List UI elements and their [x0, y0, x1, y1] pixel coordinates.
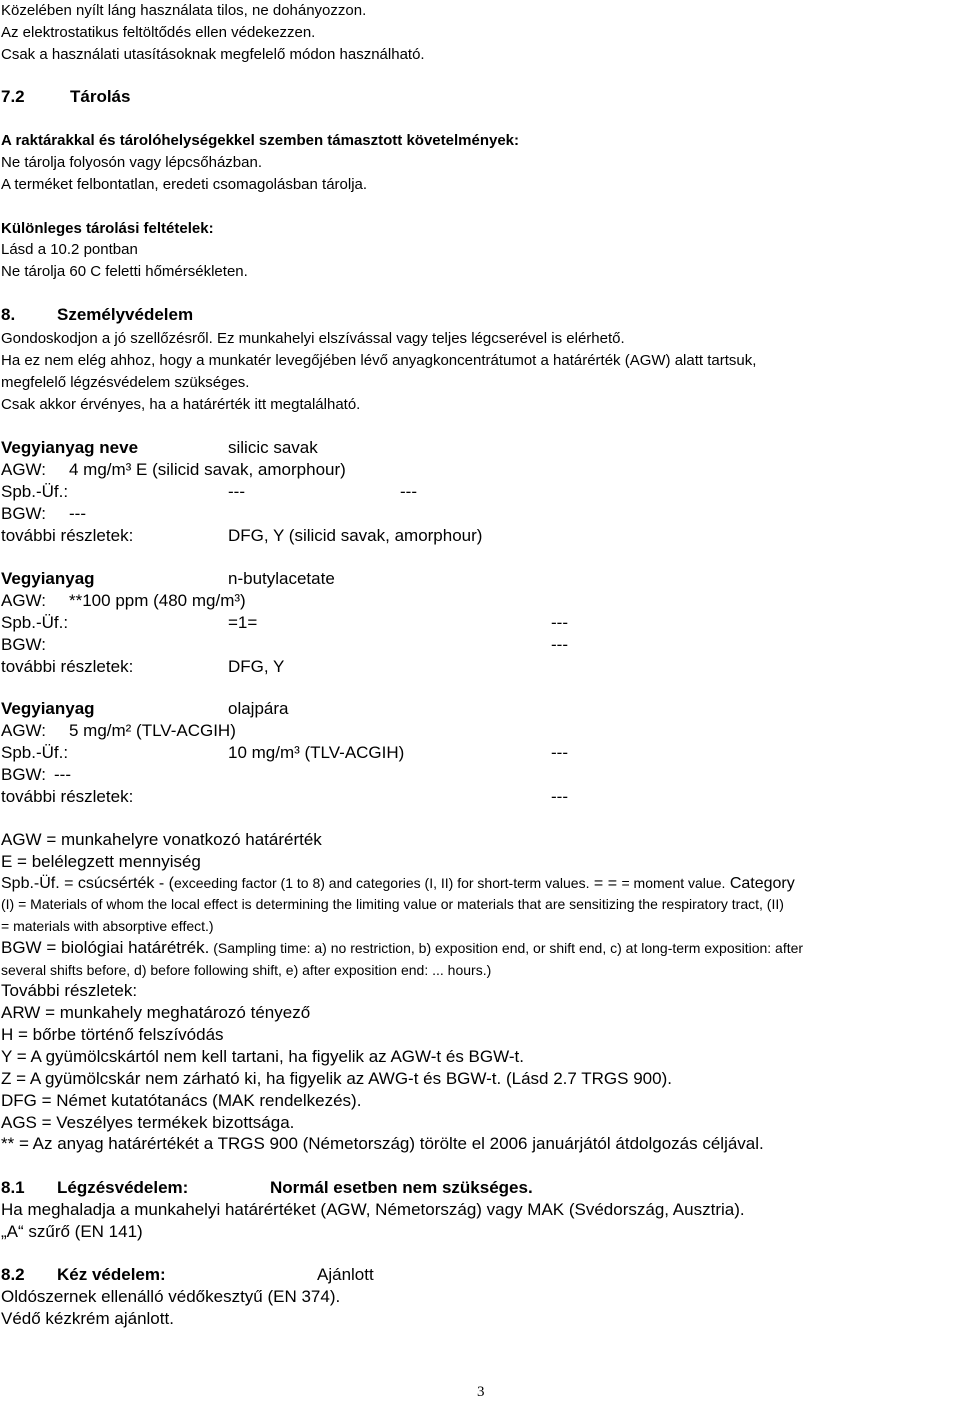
substance-3-name: olajpára	[228, 699, 289, 718]
intro-line-2: Az elektrostatikus feltöltődés ellen védekezzen.	[1, 24, 316, 41]
section-7-2-title: Tárolás	[70, 87, 131, 106]
substance-3-label: Vegyianyag	[1, 699, 95, 718]
legend-bgw-line-1	[1, 937, 803, 959]
storage-req-line-1: Ne tárolja folyosón vagy lépcsőházban.	[1, 154, 262, 171]
substance-3-details-value: ---	[551, 787, 568, 806]
legend-spb-category: Category	[725, 875, 795, 892]
legend-agw: AGW = munkahelyre vonatkozó határérték	[1, 830, 322, 849]
substance-3-agw-label: AGW:	[1, 721, 47, 740]
section-8-line-1: Gondoskodjon a jó szellőzésről. Ez munkahelyi elszívással vagy teljes légcserével is elérhető.	[1, 330, 625, 347]
section-8-1-line-1: Ha meghaladja a munkahelyi határértéket (AGW, Németország) vagy MAK (Svédország, Ausztria).	[1, 1200, 745, 1219]
legend-spb-line-2	[1, 894, 784, 914]
substance-2-details-label: további részletek:	[1, 657, 134, 676]
legend-spb-line-3: = materials with absorptive effect.)	[1, 918, 214, 934]
legend-spb-cat-i: (I)	[1, 896, 15, 912]
legend-further-heading: További részletek:	[1, 981, 138, 1000]
substance-2-spb-value-2: ---	[551, 613, 568, 632]
substance-3-details-label: további részletek:	[1, 787, 134, 806]
substance-1-bgw-value: ---	[69, 504, 86, 523]
substance-1-details-label: további részletek:	[1, 526, 134, 545]
special-storage-line-2: Ne tárolja 60 C feletti hőmérsékleten.	[1, 263, 248, 280]
substance-2-name: n-butylacetate	[228, 569, 335, 588]
substance-2-agw-label: AGW:	[1, 591, 47, 610]
legend-arw: ARW = munkahely meghatározó tényező	[1, 1003, 311, 1022]
legend-dfg: DFG = Német kutatótanács (MAK rendelkezés).	[1, 1091, 362, 1110]
substance-3-agw-value: 5 mg/m² (TLV-ACGIH)	[69, 721, 236, 740]
substance-1-spb-value-2: ---	[400, 482, 417, 501]
section-8-2-number: 8.2	[1, 1265, 25, 1284]
substance-3-bgw-value: ---	[54, 765, 71, 784]
substance-1-label: Vegyianyag neve	[1, 438, 139, 457]
substance-3-spb-value: 10 mg/m³ (TLV-ACGIH)	[228, 743, 405, 762]
substance-1-spb-value: ---	[228, 482, 245, 501]
section-8-2-value: Ajánlott	[317, 1265, 374, 1284]
substance-1-details-value: DFG, Y (silicid savak, amorphour)	[228, 526, 483, 545]
page-number: 3	[477, 1384, 485, 1400]
legend-h: H = bőrbe történő felszívódás	[1, 1025, 224, 1044]
section-8-line-2: Ha ez nem elég ahhoz, hogy a munkatér levegőjében lévő anyagkoncentrátumot a határérték (AGW) alatt tartsuk,	[1, 352, 757, 369]
section-8-1-label: Légzésvédelem:	[57, 1178, 189, 1197]
section-8-title: Személyvédelem	[57, 305, 194, 324]
substance-3-bgw-label: BGW:	[1, 765, 47, 784]
substance-1-name: silicic savak	[228, 438, 318, 457]
legend-ags: AGS = Veszélyes termékek bizottsága.	[1, 1113, 295, 1132]
section-8-line-4: Csak akkor érvényes, ha a határérték itt megtalálható.	[1, 396, 361, 413]
legend-e: E = belélegzett mennyiség	[1, 852, 201, 871]
substance-2-label: Vegyianyag	[1, 569, 95, 588]
legend-spb-moment: = moment value.	[621, 875, 726, 891]
legend-y: Y = A gyümölcskártól nem kell tartani, ha figyelik az AGW-t és BGW-t.	[1, 1047, 524, 1066]
substance-2-bgw-value: ---	[551, 635, 568, 654]
storage-req-line-2: A terméket felbontatlan, eredeti csomagolásban tárolja.	[1, 176, 368, 193]
section-8-2-label: Kéz védelem:	[57, 1265, 166, 1284]
substance-1-agw-value: 4 mg/m³ E (silicid savak, amorphour)	[69, 460, 346, 479]
legend-spb-term: Spb.-Üf. = csúcsérték - (	[1, 875, 174, 892]
substance-1-spb-label: Spb.-Üf.:	[1, 482, 69, 501]
intro-line-1: Közelében nyílt láng használata tilos, ne dohányozzon.	[1, 2, 367, 19]
section-8-2-line-2: Védő kézkrém ajánlott.	[1, 1309, 174, 1328]
substance-2-agw-value: **100 ppm (480 mg/m³)	[69, 591, 246, 610]
substance-2-spb-value: =1=	[228, 613, 258, 632]
section-8-1-line-2: „A“ szűrő (EN 141)	[1, 1222, 143, 1241]
legend-z: Z = A gyümölcskár nem zárható ki, ha figyelik az AWG-t és BGW-t. (Lásd 2.7 TRGS 900).	[1, 1069, 672, 1088]
legend-double-star: ** = Az anyag határértékét a TRGS 900 (Németország) törölte el 2006 januárjától átdolgozás céljával.	[1, 1134, 764, 1153]
substance-2-bgw-label: BGW:	[1, 635, 47, 654]
storage-req-heading: A raktárakkal és tárolóhelységekkel szemben támasztott követelmények:	[1, 132, 520, 149]
section-8-2-line-1: Oldószernek ellenálló védőkesztyű (EN 374).	[1, 1287, 341, 1306]
substance-1-agw-label: AGW:	[1, 460, 47, 479]
substance-1-bgw-label: BGW:	[1, 504, 47, 523]
special-storage-heading: Különleges tárolási feltételek:	[1, 220, 214, 237]
substance-2-spb-label: Spb.-Üf.:	[1, 613, 69, 632]
legend-spb-cat-desc: = Materials of whom the local effect is determining the limiting value or materials that are sensitizing the respiratory tract, (II)	[14, 896, 784, 912]
substance-2-details-value: DFG, Y	[228, 657, 285, 676]
legend-bgw-desc: (Sampling time: a) no restriction, b) exposition end, or shift end, c) at long-term exposition: after	[209, 940, 804, 956]
legend-spb-line-1	[1, 873, 795, 894]
substance-3-spb-label: Spb.-Üf.:	[1, 743, 69, 762]
section-8-1-number: 8.1	[1, 1178, 25, 1197]
special-storage-line-1: Lásd a 10.2 pontban	[1, 241, 138, 258]
legend-spb-eq: = =	[589, 875, 622, 892]
section-8-line-3: megfelelő légzésvédelem szükséges.	[1, 374, 250, 391]
intro-line-3: Csak a használati utasításoknak megfelelő módon használható.	[1, 46, 425, 63]
section-7-2-number: 7.2	[1, 87, 25, 106]
legend-bgw-term: BGW = biológiai határétrék.	[1, 938, 210, 957]
section-8-number: 8.	[1, 305, 16, 324]
legend-bgw-line-2: several shifts before, d) before following shift, e) after exposition end: ... hours.)	[1, 962, 492, 978]
legend-spb-desc: exceeding factor (1 to 8) and categories (I, II) for short-term values.	[173, 875, 590, 891]
substance-3-spb-value-2: ---	[551, 743, 568, 762]
section-8-1-value: Normál esetben nem szükséges.	[270, 1178, 533, 1197]
